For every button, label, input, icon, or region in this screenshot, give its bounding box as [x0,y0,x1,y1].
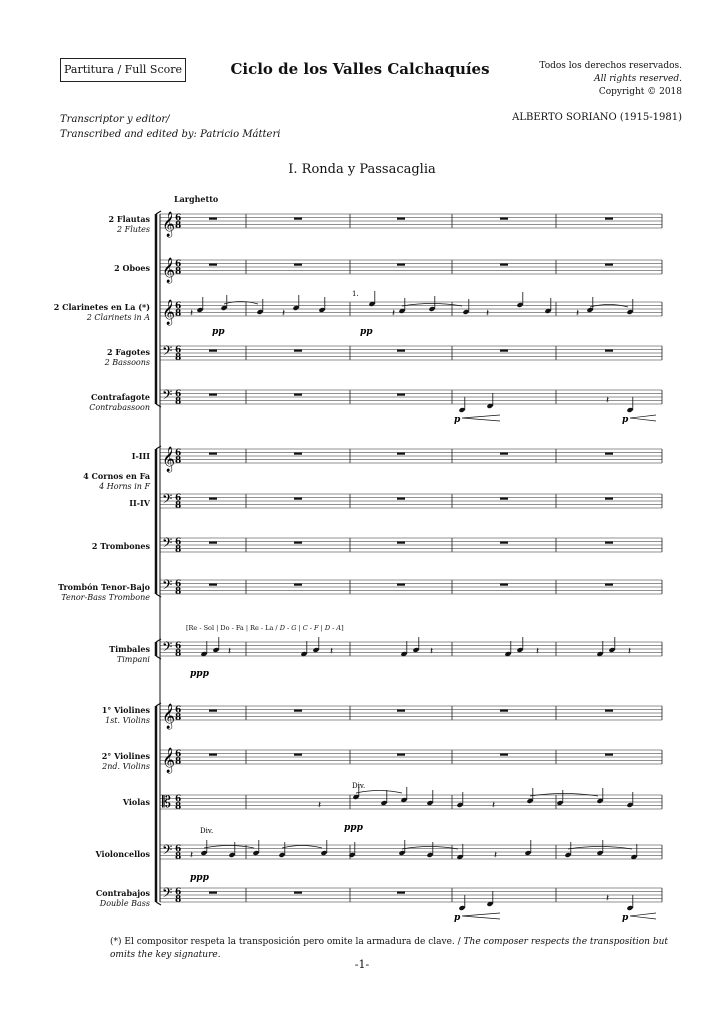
whole-rest [605,453,613,455]
time-signature-top: 6 [175,301,182,312]
whole-rest [294,264,302,266]
dynamic-p: p [454,415,461,425]
rest-symbol: 𝄽 [430,646,434,657]
whole-rest [209,453,217,455]
instrument-label-bass-trombone: Trombón Tenor-Bajo Tenor-Bass Trombone [58,582,150,602]
whole-rest [397,394,405,396]
whole-rest [500,453,508,455]
marking-divisi: Div. [200,827,214,835]
staff-lines [160,214,662,902]
rest-symbol: 𝄽 [606,893,610,904]
whole-rest [397,892,405,894]
time-signature-top: 6 [175,749,182,760]
time-signature-top: 6 [175,794,182,805]
crescendo-hairpin [462,913,500,919]
treble-clef: 𝄞 [162,258,176,283]
time-signature-top: 6 [175,705,182,716]
whole-rest [209,710,217,712]
time-signature-bottom: 8 [175,501,182,511]
time-signature-bottom: 8 [175,895,182,905]
instrument-label-violins-1: 1° Violines 1st. Violins [101,705,150,725]
transcriber-line-2: Transcribed and edited by: Patricio Mátteri [60,129,281,140]
whole-rest [500,542,508,544]
whole-rest [605,498,613,500]
rest-symbol: 𝄽 [494,850,498,861]
tie [356,791,402,794]
time-signature-top: 6 [175,641,182,652]
rest-symbol: 𝄽 [628,646,632,657]
whole-rest [294,350,302,352]
whole-rest [294,542,302,544]
rest-symbol: 𝄽 [190,850,194,861]
whole-rest [209,264,217,266]
clefs [162,211,181,905]
whole-rest [397,453,405,455]
crescendo-hairpin [630,913,656,919]
dynamics [190,290,656,923]
time-signature-top: 6 [175,345,182,356]
instrument-label-contrabassoon: Contrafagote Contrabassoon [89,392,150,412]
whole-rest [500,498,508,500]
bass-clef: 𝄢 [162,535,173,554]
instrument-label-horns: 4 Cornos en Fa 4 Horns in F [83,471,150,491]
dynamic-pp: pp [360,327,373,337]
time-signature-top: 6 [175,887,182,898]
whole-rest [605,218,613,220]
whole-rest [397,350,405,352]
instrument-label-trombones: 2 Trombones [91,541,150,551]
time-signature-top: 6 [175,537,182,548]
whole-rest [500,584,508,586]
rest-symbol: 𝄽 [486,308,490,319]
time-signature-bottom: 8 [175,267,182,277]
movement-title: I. Ronda y Passacaglia [288,162,436,177]
time-signature-top: 6 [175,259,182,270]
alto-clef: 𝄡 [162,792,171,811]
composer-credit: ALBERTO SORIANO (1915-1981) [512,112,682,123]
whole-rest [209,350,217,352]
time-signature-top: 6 [175,579,182,590]
dynamic-p: p [622,415,629,425]
whole-rest [500,218,508,220]
whole-rest [294,584,302,586]
time-signature-top: 6 [175,844,182,855]
whole-rest [294,754,302,756]
instrument-label-oboes: 2 Oboes [114,263,150,273]
whole-rest [397,754,405,756]
treble-clef: 𝄞 [162,704,176,729]
instrument-label-bassoons: 2 Fagotes 2 Bassoons [104,347,150,367]
transcriber-line-1: Transcriptor y editor/ [60,114,170,125]
time-signature-bottom: 8 [175,757,182,767]
whole-rest [294,498,302,500]
bracket-hook [156,211,161,214]
whole-rest [209,218,217,220]
instrument-label-double-bass: Contrabajos Double Bass [95,888,150,908]
whole-rest [605,350,613,352]
treble-clef: 𝄞 [162,447,176,472]
tempo-marking: Larghetto [174,194,219,204]
page-number: -1- [354,958,370,971]
footnote: (*) El compositor respeta la transposición pero omite la armadura de clave. / The composer respects the transposition but omits the key signature. [110,937,669,960]
time-signature-bottom: 8 [175,545,182,555]
timpani-tuning: [Re - Sol | Do - Fa | Re - La / D - G | C - F | D - A] [186,624,344,632]
marking-first-player: 1. [352,290,359,298]
instrument-label-flutes: 2 Flautas 2 Flutes [108,214,150,234]
treble-clef: 𝄞 [162,300,176,325]
bass-clef: 𝄢 [162,885,173,904]
whole-rest [397,584,405,586]
treble-clef: 𝄞 [162,212,176,237]
whole-rest [605,542,613,544]
whole-rest [397,542,405,544]
time-signature-bottom: 8 [175,353,182,363]
whole-rest [209,892,217,894]
whole-rest [605,264,613,266]
bass-clef: 𝄢 [162,842,173,861]
copyright-line: Copyright © 2018 [598,87,682,97]
rest-symbol: 𝄽 [228,646,232,657]
dynamic-ppp: ppp [190,873,209,883]
time-signature-bottom: 8 [175,802,182,812]
crescendo-hairpin [462,415,500,421]
bass-clef: 𝄢 [162,343,173,362]
full-score-label: Partitura / Full Score [60,58,186,82]
whole-rest [209,584,217,586]
whole-rest [294,394,302,396]
time-signature-bottom: 8 [175,221,182,231]
treble-clef: 𝄞 [162,748,176,773]
whole-rest [294,218,302,220]
bass-clef: 𝄢 [162,577,173,596]
crescendo-hairpin [630,415,656,421]
rest-symbol: 𝄽 [282,308,286,319]
whole-rest [500,350,508,352]
time-signature-bottom: 8 [175,309,182,319]
whole-rest [294,892,302,894]
tie [282,846,322,849]
time-signature-bottom: 8 [175,456,182,466]
dynamic-pp: pp [212,327,225,337]
instrument-label-violas: Violas [122,797,150,807]
dynamic-ppp: ppp [190,669,209,679]
time-signature-bottom: 8 [175,649,182,659]
bracket-hook [156,902,161,905]
whole-rest [397,264,405,266]
time-signature-top: 6 [175,448,182,459]
time-signature-top: 6 [175,213,182,224]
rights-line-es: Todos los derechos reservados. [539,61,682,71]
instrument-label-cellos: Violoncellos [95,849,150,859]
whole-rest [209,542,217,544]
instrument-label-timpani: Timbales Timpani [109,644,150,664]
rights-line-en: All rights reserved. [594,74,682,84]
rest-symbol: 𝄽 [492,800,496,811]
tie [204,846,254,849]
rest-symbol: 𝄽 [190,308,194,319]
whole-rest [605,710,613,712]
whole-rest [209,754,217,756]
rest-symbol: 𝄽 [536,646,540,657]
whole-rest [605,584,613,586]
rest-symbol: 𝄽 [392,308,396,319]
bar-lines [156,211,662,905]
rest-symbol: 𝄽 [330,646,334,657]
rest-symbol: 𝄽 [318,800,322,811]
instrument-label-horns-2-4: II-IV [129,498,150,508]
whole-rest [397,710,405,712]
bass-clef: 𝄢 [162,639,173,658]
whole-rest [209,394,217,396]
instrument-label-violins-2: 2° Violines 2nd. Violins [101,751,150,771]
whole-rest [500,754,508,756]
whole-rest [294,710,302,712]
rest-symbol: 𝄽 [606,395,610,406]
dynamic-ppp: ppp [344,823,363,833]
rest-symbol: 𝄽 [576,308,580,319]
instrument-label-horns-1-3: I-III [131,451,150,461]
instrument-label-clarinets: 2 Clarinetes en La (*) 2 Clarinets in A [53,302,150,322]
marking-divisi: Div. [352,782,366,790]
dynamic-p: p [454,913,461,923]
time-signature-bottom: 8 [175,713,182,723]
whole-rest [209,498,217,500]
whole-rest [397,498,405,500]
bass-clef: 𝄢 [162,491,173,510]
whole-rest [500,710,508,712]
notes [190,218,638,911]
whole-rest [294,453,302,455]
whole-rest [605,754,613,756]
whole-rest [397,218,405,220]
page-title: Ciclo de los Valles Calchaquíes [230,60,490,78]
dynamic-p: p [622,913,629,923]
time-signature-bottom: 8 [175,852,182,862]
time-signature-bottom: 8 [175,397,182,407]
time-signature-top: 6 [175,389,182,400]
bass-clef: 𝄢 [162,387,173,406]
time-signature-top: 6 [175,493,182,504]
whole-rest [500,264,508,266]
time-signature-bottom: 8 [175,587,182,597]
